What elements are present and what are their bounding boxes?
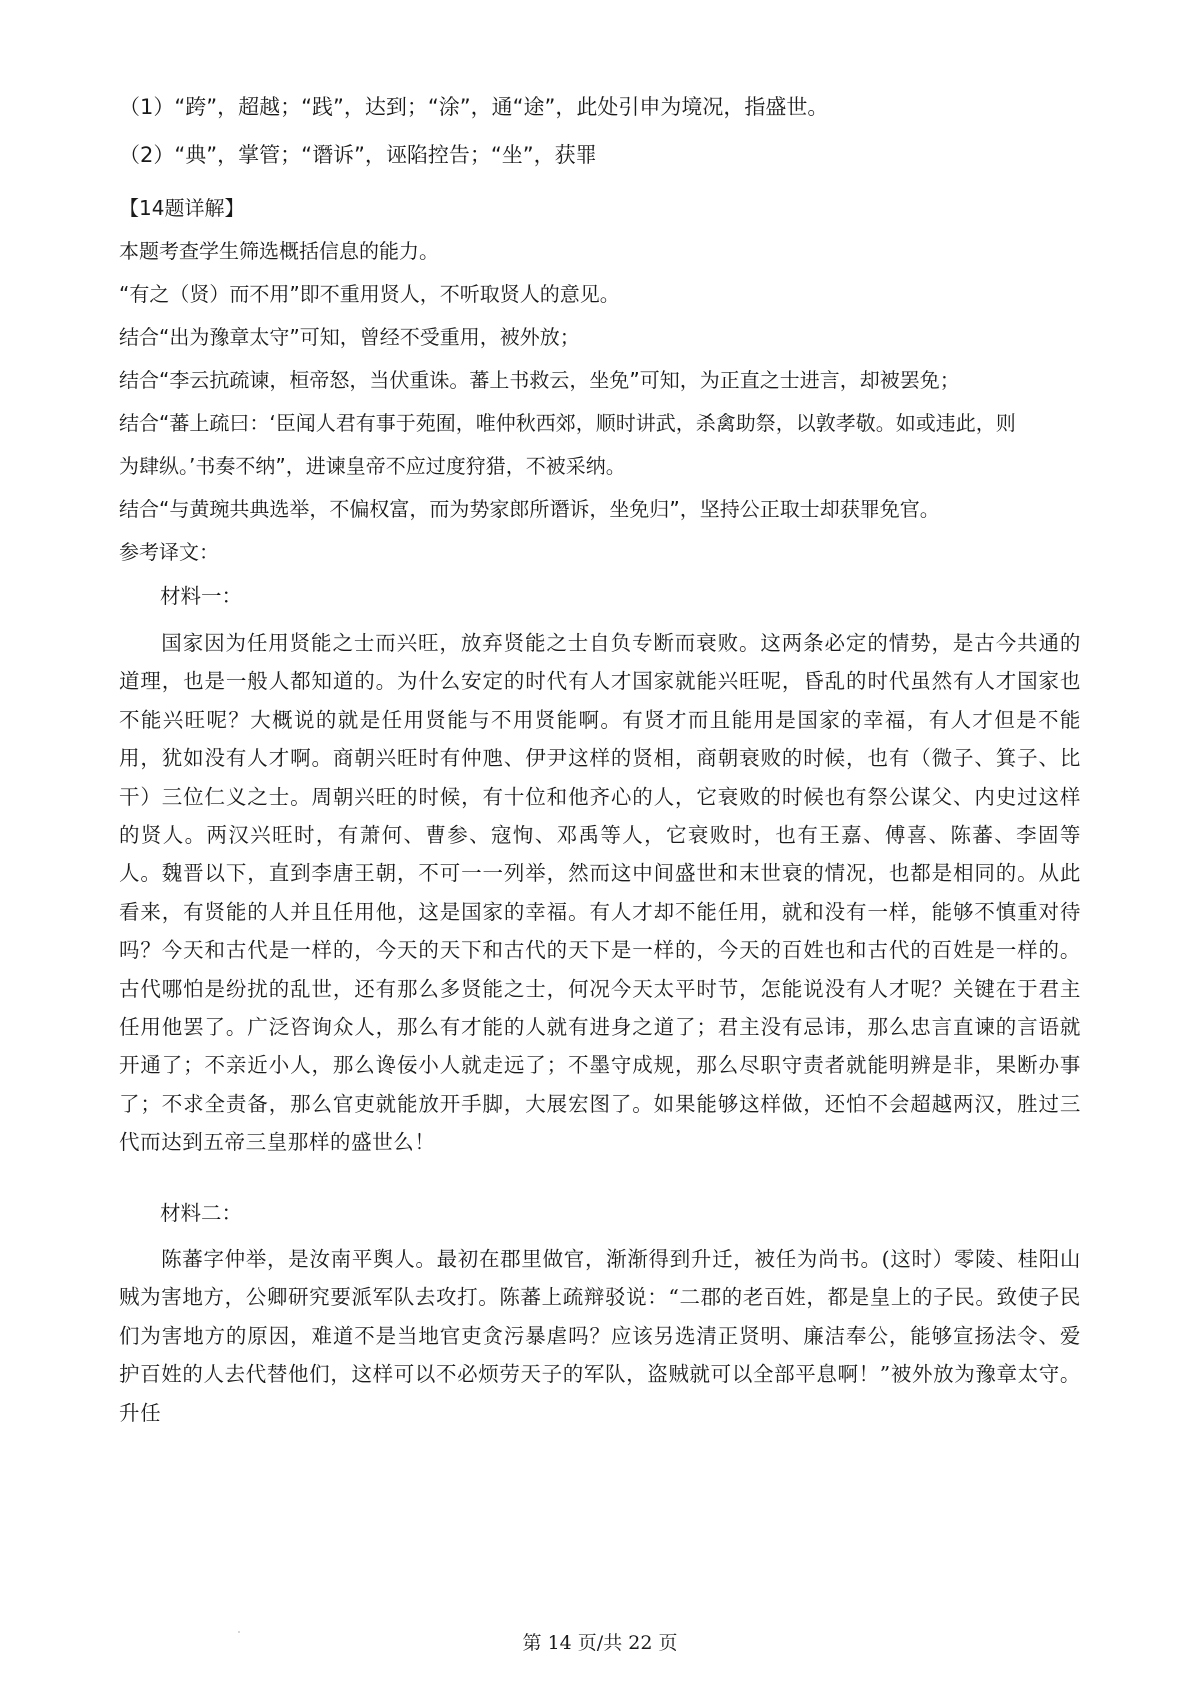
q14-line-1: 本题考查学生筛选概括信息的能力。	[119, 239, 439, 263]
answer-line-2: （2）“典”，掌管；“谮诉”，诬陷控告；“坐”，获罪	[119, 143, 597, 167]
answer-line-1: （1）“跨”，超越；“践”，达到；“涂”，通“途”，此处引申为境况，指盛世。	[119, 95, 829, 119]
q14-line-2: “有之（贤）而不用”即不重用贤人，不听取贤人的意见。	[119, 282, 620, 306]
q14-line-7: 结合“与黄琬共典选举，不偏权富，而为势家郎所谮诉，坐免归”，坚持公正取士却获罪免官。	[119, 497, 940, 521]
q14-line-3: 结合“出为豫章太守”可知，曾经不受重用，被外放；	[119, 325, 580, 349]
material-2-title: 材料二：	[160, 1201, 242, 1225]
q14-line-5: 结合“蕃上疏曰：‘臣闻人君有事于苑囿，唯仲秋西郊，顺时讲武，杀禽助祭，以敦孝敬。如或违此，则	[119, 411, 1016, 435]
q14-line-4: 结合“李云抗疏谏，桓帝怒，当伏重诛。蕃上书救云，坐免”可知，为正直之士进言，却被罢免；	[119, 368, 960, 392]
material-1-paragraph	[119, 624, 1081, 1162]
q14-line-6: 为肆纵。’书奏不纳”，进谏皇帝不应过度狩猎，不被采纳。	[119, 454, 626, 478]
material-1-text: 国家因为任用贤能之士而兴旺，放弃贤能之士自负专断而衰败。这两条必定的情势，是古今共通的道理，也是一般人都知道的。为什么安定的时代有人才国家就能兴旺呢，昏乱的时代虽然有人才国家也不能兴旺呢？大概说的就是任用贤能与不用贤能啊。有贤才而且能用是国家的幸福，有人才但是不能用，犹如没有人才啊。商朝兴旺时有仲虺、伊尹这样的贤相，商朝衰败的时候，也有（微子、箕子、比干）三位仁义之士。周朝兴旺的时候，有十位和他齐心的人，它衰败的时候也有祭公谋父、内史过这样的贤人。两汉兴旺时，有萧何、曹参、寇恂、邓禹等人，它衰败时，也有王嘉、傅喜、陈蕃、李固等人。魏晋以下，直到李唐王朝，不可一一列举，然而这中间盛世和末世衰的情况，也都是相同的。从此看来，有贤能的人并且任用他，这是国家的幸福。有人才却不能任用，就和没有一样，能够不慎重对待吗？今天和古代是一样的，今天的天下和古代的天下是一样的，今天的百姓也和古代的百姓是一样的。古代哪怕是纷扰的乱世，还有那么多贤能之士，何况今天太平时节，怎能说没有人才呢？关键在于君主任用他罢了。广泛咨询众人，那么有才能的人就有进身之道了；君主没有忌讳，那么忠言直谏的言语就开通了；不亲近小人，那么谗佞小人就走远了；不墨守成规，那么尽职守责者就能明辨是非，果断办事了；不求全责备，那么官吏就能放开手脚，大展宏图了。如果能够这样做，还怕不会超越两汉，胜过三代而达到五帝三皇那样的盛世么！	[119, 631, 1081, 1155]
page-footer: 第 14 页/共 22 页	[522, 1632, 678, 1654]
material-2-paragraph	[119, 1240, 1081, 1432]
material-1-title: 材料一：	[160, 584, 242, 608]
material-2-text: 陈蕃字仲举，是汝南平舆人。最初在郡里做官，渐渐得到升迁，被任为尚书。(这时）零陵、桂阳山贼为害地方，公卿研究要派军队去攻打。陈蕃上疏辩驳说：“二郡的老百姓，都是皇上的子民。致使子民们为害地方的原因，难道不是当地官吏贪污暴虐吗？应该另选清正贤明、廉洁奉公，能够宣扬法令、爱护百姓的人去代替他们，这样可以不必烦劳天子的军队，盗贼就可以全部平息啊！”被外放为豫章太守。升任	[119, 1247, 1081, 1425]
translation-label: 参考译文：	[119, 540, 219, 564]
q14-heading: 【14题详解】	[119, 196, 245, 220]
